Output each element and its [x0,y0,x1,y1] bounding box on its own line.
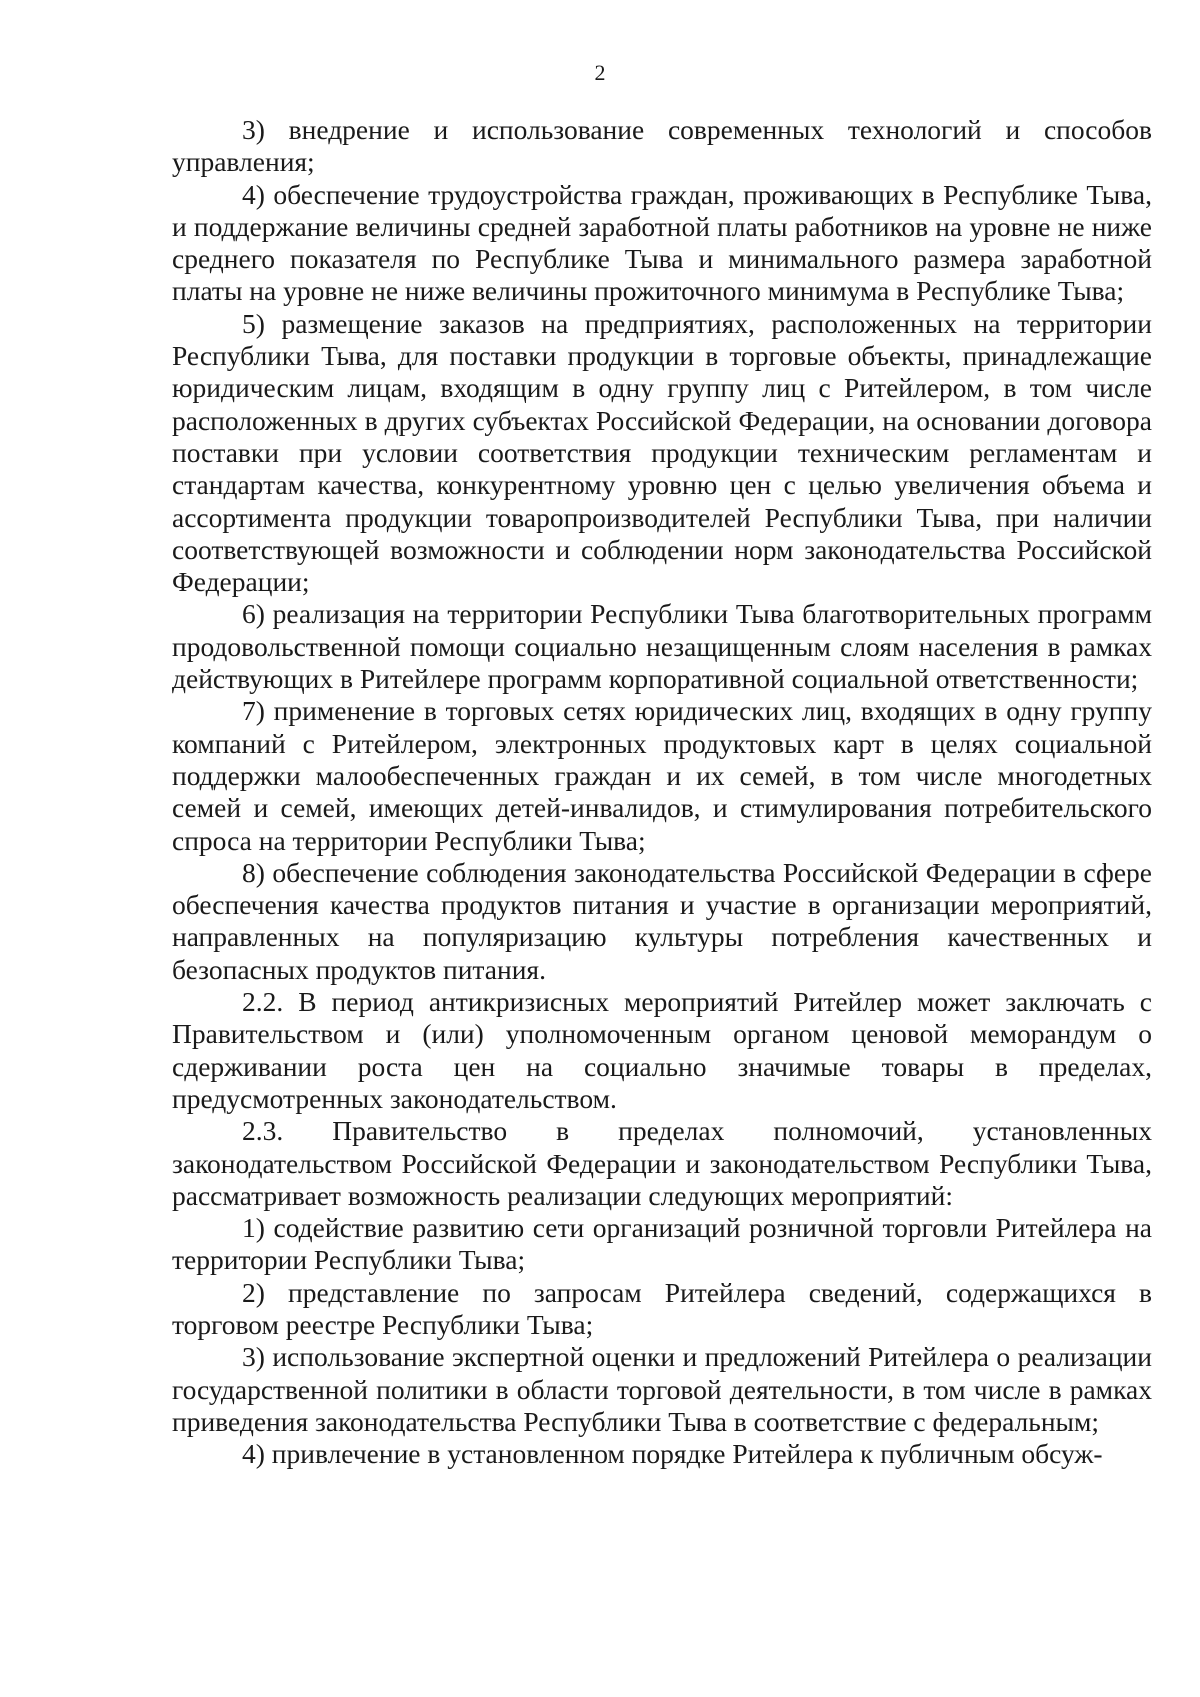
paragraph-2-3-item-4: 4) привлечение в установленном порядке Ритейлера к публичным обсуж- [242,1438,1103,1470]
paragraph-item-6: 6) реализация на территории Республики Тыва благотворительных программ продовольственной помощи социально незащищенным слоям населения в рамках действующих в Ритейлере программ корпоративной социальной ответственности; [172,598,1152,695]
page-number: 2 [594,60,606,85]
paragraph-item-8: 8) обеспечение соблюдения законодательства Российской Федерации в сфере обеспечения качества продуктов питания и участие в организации мероприятий, направленных на популяризацию культуры потребления качественных и безопасных продуктов питания. [172,856,1152,985]
paragraph-2-3-item-3: 3) использование экспертной оценки и предложений Ритейлера о реализации государственной политики в области торговой деятельности, в том числе в рамках приведения законодательства Республики Тыва в соответствие с федеральным; [172,1341,1152,1437]
paragraph-2-3-item-2: 2) представление по запросам Ритейлера сведений, содержащихся в торговом реестре Республики Тыва; [172,1276,1152,1340]
document-body [172,114,1152,1470]
paragraph-item-4: 4) обеспечение трудоустройства граждан, проживающих в Республике Тыва, и поддержание величины средней заработной платы работников на уровне не ниже среднего показателя по Республике Тыва и минимального размера заработной платы на уровне не ниже величины прожиточного минимума в Республике Тыва; [172,178,1152,307]
paragraph-item-5: 5) размещение заказов на предприятиях, расположенных на территории Республики Тыва, для поставки продукции в торговые объекты, принадлежащие юридическим лицам, входящим в одну группу лиц с Ритейлером, в том числе расположенных в других субъектах Российской Федерации, на основании договора поставки при условии соответствия продукции техническим регламентам и стандартам качества, конкурентному уровню цен с целью увеличения объема и ассортимента продукции товаропроизводителей Республики Тыва, при наличии соответствующей возможности и соблюдении норм законодательства Российской Федерации; [172,307,1152,598]
paragraph-item-7: 7) применение в торговых сетях юридических лиц, входящих в одну группу компаний с Ритейлером, электронных продуктовых карт в целях социальной поддержки малообеспеченных граждан и их семей, в том числе многодетных семей и семей, имеющих детей-инвалидов, и стимулирования потребительского спроса на территории Республики Тыва; [172,695,1152,856]
paragraph-2-3: 2.3. Правительство в пределах полномочий, установленных законодательством Российской Федерации и законодательством Республики Тыва, рассматривает возможность реализации следующих мероприятий: [172,1115,1152,1211]
paragraph-2-2: 2.2. В период антикризисных мероприятий Ритейлер может заключать с Правительством и (или) уполномоченным органом ценовой меморандум о сдерживании роста цен на социально значимые товары в пределах, предусмотренных законодательством. [172,986,1152,1114]
paragraph-item-3: 3) внедрение и использование современных технологий и способов управления; [172,114,1152,178]
paragraph-2-3-item-1: 1) содействие развитию сети организаций розничной торговли Ритейлера на территории Республики Тыва; [172,1212,1152,1276]
